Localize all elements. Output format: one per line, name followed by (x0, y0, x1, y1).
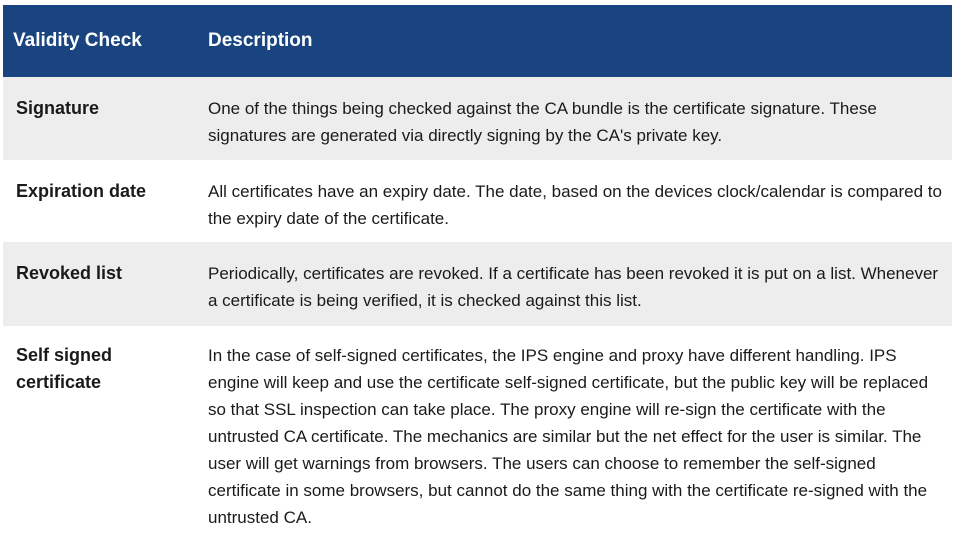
check-description: Periodically, certificates are revoked. If a certificate has been revoked it is put on a list. Whenever a certificate is being verified, it is checked against this list. (195, 242, 952, 326)
header-row (3, 5, 952, 77)
table-row (3, 326, 952, 559)
table-row (3, 77, 952, 160)
table-row (3, 242, 952, 326)
check-name: Expiration date (16, 181, 147, 201)
table-row (3, 160, 952, 242)
check-description: In the case of self-signed certificates, the IPS engine and proxy have different handling. IPS engine will keep and use the certificate self-signed certificate, but the public key will be replaced so that SSL inspection can take place. The proxy engine will re-sign the certificate with the untrusted CA certificate. The mechanics are similar but the net effect for the user is similar. The user will get warnings from browsers. The users can choose to remember the self-signed certificate in some browsers, but cannot do the same thing with the certificate re-signed with the untrusted CA. (208, 346, 929, 527)
check-name: Self signed certificate (16, 345, 113, 392)
header-description: Description (195, 5, 952, 77)
check-name: Signature (3, 77, 195, 160)
check-description: All certificates have an expiry date. The date, based on the devices clock/calendar is compared to the expiry date of the certificate. (208, 182, 942, 228)
header-validity-check: Validity Check (3, 5, 195, 77)
table-header (3, 5, 952, 77)
check-name: Revoked list (3, 242, 195, 326)
validity-check-table (3, 5, 952, 559)
table-body (3, 77, 952, 559)
check-description: One of the things being checked against the CA bundle is the certificate signature. These signatures are generated via directly signing by the CA's private key. (195, 77, 952, 160)
